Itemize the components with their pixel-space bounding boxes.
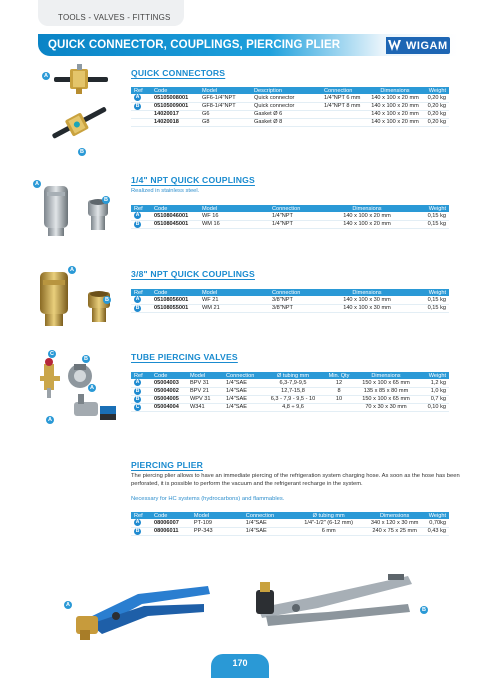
page-title: QUICK CONNECTOR, COUPLINGS, PIERCING PLIER bbox=[48, 39, 341, 51]
connection-cell: 3/8"NPT bbox=[269, 296, 325, 304]
table-row bbox=[131, 403, 449, 411]
photo-marker-a: A bbox=[64, 601, 72, 609]
piercing-plier-description: The piercing plier allows to have an immediate piercing of the refrigeration system charging hose. As soon as the hose has been perforated, it is possible to perform the vacuum and the refrigerant recharge in the system. bbox=[131, 473, 460, 487]
quick-connectors-table bbox=[131, 87, 449, 127]
dimensions-cell: 135 x 85 x 80 mm bbox=[355, 387, 417, 395]
tubing-cell: 1/4"-1/2" (6-12 mm) bbox=[293, 519, 365, 527]
col-ref: Ref bbox=[131, 87, 151, 94]
code-cell: 05105008001 bbox=[151, 94, 199, 102]
dimensions-cell: 140 x 100 x 30 mm bbox=[325, 296, 409, 304]
ref-badge: A bbox=[135, 519, 140, 526]
dimensions-cell: 140 x 100 x 20 mm bbox=[325, 220, 409, 228]
photo-marker-c: C bbox=[48, 350, 56, 358]
connection-cell: 1/4"SAE bbox=[243, 527, 293, 535]
code-cell: 05108055001 bbox=[151, 304, 199, 312]
col-connection: Connection bbox=[321, 87, 367, 94]
tubing-cell: 6,3-7,9-9,5 bbox=[263, 379, 323, 387]
table-row bbox=[131, 118, 449, 126]
table-row bbox=[131, 102, 449, 110]
quick-connector-photo bbox=[40, 64, 122, 154]
col-weight: Weight bbox=[409, 289, 449, 296]
description-cell: Quick connector bbox=[251, 94, 321, 102]
col-min-qty: Min. Qty bbox=[323, 372, 355, 379]
connection-cell: 1/4"SAE bbox=[223, 395, 263, 403]
model-cell: GF8-1/4"NPT bbox=[199, 102, 251, 110]
weight-cell: 0,15 kg bbox=[409, 212, 449, 220]
weight-cell: 0,20 kg bbox=[423, 118, 449, 126]
table-row bbox=[131, 110, 449, 118]
tubing-cell: 6 mm bbox=[293, 527, 365, 535]
connection-cell: 1/4"NPT bbox=[269, 212, 325, 220]
page-number-tab bbox=[211, 654, 269, 678]
photo-marker-b: B bbox=[102, 196, 110, 204]
section-subtitle-npt14: Realized in stainless steel. bbox=[131, 188, 200, 194]
table-row bbox=[131, 379, 449, 387]
connection-cell: 1/4"NPT 8 mm bbox=[321, 102, 367, 110]
model-cell: G8 bbox=[199, 118, 251, 126]
connection-cell: 1/4"SAE bbox=[223, 387, 263, 395]
photo-marker-a: A bbox=[42, 72, 50, 80]
col-dimensions: Dimensions bbox=[325, 205, 409, 212]
ref-badge: A bbox=[135, 296, 140, 303]
min-qty-cell: 8 bbox=[323, 387, 355, 395]
min-qty-cell: 10 bbox=[323, 395, 355, 403]
col-connection: Connection bbox=[269, 289, 325, 296]
weight-cell: 0,15 kg bbox=[409, 304, 449, 312]
section-title-tube-piercing: TUBE PIERCING VALVES bbox=[131, 352, 238, 362]
ref-badge: C bbox=[135, 403, 140, 410]
weight-cell: 0,70kg bbox=[425, 519, 449, 527]
dimensions-cell: 140 x 100 x 20 mm bbox=[367, 110, 423, 118]
model-cell: W341 bbox=[187, 403, 223, 411]
dimensions-cell: 340 x 120 x 30 mm bbox=[365, 519, 425, 527]
col-connection: Connection bbox=[243, 512, 293, 519]
table-row bbox=[131, 519, 449, 527]
description-cell: Gasket Ø 8 bbox=[251, 118, 321, 126]
table-row bbox=[131, 387, 449, 395]
col-tubing: Ø tubing mm bbox=[293, 512, 365, 519]
col-ref: Ref bbox=[131, 289, 151, 296]
photo-marker-b: B bbox=[103, 296, 111, 304]
dimensions-cell: 70 x 30 x 30 mm bbox=[355, 403, 417, 411]
col-model: Model bbox=[191, 512, 243, 519]
brand-logo bbox=[386, 37, 450, 54]
photo-marker-a: A bbox=[33, 180, 41, 188]
col-tubing: Ø tubing mm bbox=[263, 372, 323, 379]
tubing-cell: 12,7-15,8 bbox=[263, 387, 323, 395]
connection-cell: 1/4"SAE bbox=[223, 379, 263, 387]
piercing-plier-a-photo bbox=[68, 572, 218, 644]
tubing-cell: 6,3 - 7,9 - 9,5 - 10 bbox=[263, 395, 323, 403]
weight-cell: 0,10 kg bbox=[417, 403, 449, 411]
tube-piercing-table bbox=[131, 372, 449, 412]
model-cell: WF 21 bbox=[199, 296, 269, 304]
weight-cell: 1,2 kg bbox=[417, 379, 449, 387]
dimensions-cell: 140 x 100 x 20 mm bbox=[367, 94, 423, 102]
code-cell: 05108045001 bbox=[151, 220, 199, 228]
col-model: Model bbox=[187, 372, 223, 379]
section-title-piercing-plier: PIERCING PLIER bbox=[131, 460, 204, 470]
ref-badge: B bbox=[135, 387, 140, 394]
code-cell: 05105009001 bbox=[151, 102, 199, 110]
col-weight: Weight bbox=[409, 205, 449, 212]
col-weight: Weight bbox=[417, 372, 449, 379]
col-description: Description bbox=[251, 87, 321, 94]
table-row bbox=[131, 296, 449, 304]
code-cell: 08006011 bbox=[151, 527, 191, 535]
col-model: Model bbox=[199, 289, 269, 296]
photo-marker-a: A bbox=[68, 266, 76, 274]
code-cell: 05004005 bbox=[151, 395, 187, 403]
weight-cell: 0,20 kg bbox=[423, 102, 449, 110]
col-code: Code bbox=[151, 289, 199, 296]
min-qty-cell bbox=[323, 403, 355, 411]
tubing-cell: 4,8 ÷ 9,6 bbox=[263, 403, 323, 411]
code-cell: 05004004 bbox=[151, 403, 187, 411]
table-row bbox=[131, 395, 449, 403]
section-title-quick-connectors: QUICK CONNECTORS bbox=[131, 68, 226, 78]
dimensions-cell: 150 x 100 x 65 mm bbox=[355, 395, 417, 403]
col-dimensions: Dimensions bbox=[367, 87, 423, 94]
dimensions-cell: 240 x 75 x 25 mm bbox=[365, 527, 425, 535]
table-row bbox=[131, 212, 449, 220]
code-cell: 05004002 bbox=[151, 387, 187, 395]
col-connection: Connection bbox=[269, 205, 325, 212]
connection-cell: 1/4"SAE bbox=[243, 519, 293, 527]
ref-badge: A bbox=[135, 212, 140, 219]
col-ref: Ref bbox=[131, 372, 151, 379]
model-cell: WPV 31 bbox=[187, 395, 223, 403]
table-row bbox=[131, 94, 449, 102]
connection-cell: 1/4"NPT 6 mm bbox=[321, 94, 367, 102]
connection-cell bbox=[321, 118, 367, 126]
description-cell: Gasket Ø 6 bbox=[251, 110, 321, 118]
page-number: 170 bbox=[232, 658, 248, 668]
dimensions-cell: 140 x 100 x 20 mm bbox=[367, 118, 423, 126]
col-weight: Weight bbox=[425, 512, 449, 519]
ref-badge: B bbox=[135, 527, 140, 534]
col-code: Code bbox=[151, 512, 191, 519]
weight-cell: 0,15 kg bbox=[409, 296, 449, 304]
npt38-table bbox=[131, 289, 449, 313]
ref-badge: B bbox=[135, 395, 140, 402]
ref-badge: B bbox=[135, 102, 140, 109]
npt14-table bbox=[131, 205, 449, 229]
connection-cell: 1/4"NPT bbox=[269, 220, 325, 228]
model-cell: WM 16 bbox=[199, 220, 269, 228]
model-cell: G6 bbox=[199, 110, 251, 118]
photo-marker-a: A bbox=[46, 416, 54, 424]
dimensions-cell: 150 x 100 x 65 mm bbox=[355, 379, 417, 387]
model-cell: BPV 31 bbox=[187, 379, 223, 387]
col-ref: Ref bbox=[131, 205, 151, 212]
piercing-plier-b-photo bbox=[238, 568, 420, 648]
col-model: Model bbox=[199, 205, 269, 212]
model-cell: WF 16 bbox=[199, 212, 269, 220]
col-model: Model bbox=[199, 87, 251, 94]
weight-cell: 0,20 kg bbox=[423, 110, 449, 118]
connection-cell: 3/8"NPT bbox=[269, 304, 325, 312]
section-title-npt14: 1/4" NPT QUICK COUPLINGS bbox=[131, 175, 255, 185]
weight-cell: 1,0 kg bbox=[417, 387, 449, 395]
col-code: Code bbox=[151, 205, 199, 212]
min-qty-cell: 12 bbox=[323, 379, 355, 387]
code-cell: 14020017 bbox=[151, 110, 199, 118]
photo-marker-a: A bbox=[88, 384, 96, 392]
code-cell: 05108056001 bbox=[151, 296, 199, 304]
ref-badge: A bbox=[135, 379, 140, 386]
col-dimensions: Dimensions bbox=[365, 512, 425, 519]
col-code: Code bbox=[151, 372, 187, 379]
ref-badge: B bbox=[135, 220, 140, 227]
page-header bbox=[38, 34, 458, 56]
dimensions-cell: 140 x 100 x 20 mm bbox=[367, 102, 423, 110]
col-ref: Ref bbox=[131, 512, 151, 519]
model-cell: BPV 21 bbox=[187, 387, 223, 395]
model-cell: PP-343 bbox=[191, 527, 243, 535]
connection-cell bbox=[321, 110, 367, 118]
code-cell: 05004003 bbox=[151, 379, 187, 387]
photo-marker-b: B bbox=[78, 148, 86, 156]
dimensions-cell: 140 x 100 x 20 mm bbox=[325, 212, 409, 220]
weight-cell: 0,20 kg bbox=[423, 94, 449, 102]
model-cell: PT-109 bbox=[191, 519, 243, 527]
table-row bbox=[131, 527, 449, 535]
piercing-plier-note: Necessary for HC systems (hydrocarbons) and flammables. bbox=[131, 496, 285, 502]
ref-badge: A bbox=[135, 94, 140, 101]
logo-text: WIGAM bbox=[406, 39, 448, 52]
breadcrumb-text: TOOLS - VALVES - FITTINGS bbox=[58, 13, 171, 22]
connection-cell: 1/4"SAE bbox=[223, 403, 263, 411]
photo-marker-b: B bbox=[420, 606, 428, 614]
table-row bbox=[131, 220, 449, 228]
weight-cell: 0,7 kg bbox=[417, 395, 449, 403]
description-cell: Quick connector bbox=[251, 102, 321, 110]
col-dimensions: Dimensions bbox=[325, 289, 409, 296]
model-cell: WM 21 bbox=[199, 304, 269, 312]
col-connection: Connection bbox=[223, 372, 263, 379]
dimensions-cell: 140 x 100 x 30 mm bbox=[325, 304, 409, 312]
wigam-logo-icon bbox=[386, 37, 403, 54]
model-cell: GF6-1/4"NPT bbox=[199, 94, 251, 102]
piercing-plier-table bbox=[131, 512, 449, 536]
code-cell: 05108046001 bbox=[151, 212, 199, 220]
table-row bbox=[131, 304, 449, 312]
photo-marker-b: B bbox=[82, 355, 90, 363]
code-cell: 08006007 bbox=[151, 519, 191, 527]
col-weight: Weight bbox=[423, 87, 449, 94]
weight-cell: 0,43 kg bbox=[425, 527, 449, 535]
code-cell: 14020018 bbox=[151, 118, 199, 126]
weight-cell: 0,15 kg bbox=[409, 220, 449, 228]
breadcrumb bbox=[38, 0, 184, 26]
section-title-npt38: 3/8" NPT QUICK COUPLINGS bbox=[131, 269, 255, 279]
npt14-coupling-photo bbox=[38, 178, 120, 240]
ref-badge: B bbox=[135, 304, 140, 311]
col-dimensions: Dimensions bbox=[355, 372, 417, 379]
col-code: Code bbox=[151, 87, 199, 94]
